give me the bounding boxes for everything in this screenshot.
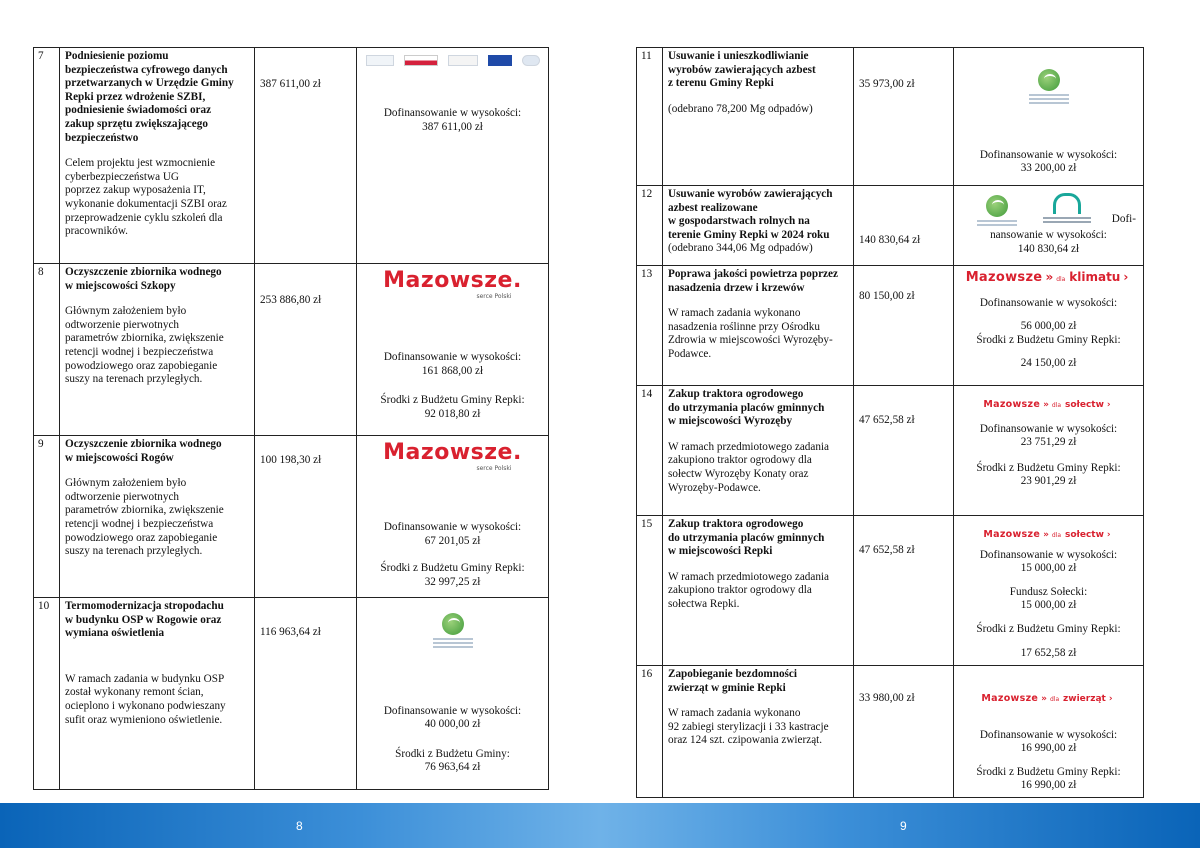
project-description: W ramach zadania w budynku OSP został wykonany remont ścian, ocieplono i wykonano podwieszany sufit oraz wymieniono oświetlenie. <box>65 672 226 726</box>
project-title: Termomodernizacja stropodachu w budynku OSP w Rogowie oraz wymiana oświetlenia <box>65 600 224 640</box>
project-amount: 33 980,00 zł <box>854 666 954 798</box>
project-description: Celem projektu jest wzmocnienie cyberbezpieczeństwa UG poprzez zakup wyposażenia IT, wykonanie dokumentacji SZBI oraz przeprowadzenie cyklu szkoleń dla pracowników. <box>65 157 227 238</box>
project-description: (odebrano 344,06 Mg odpadów) <box>668 242 813 255</box>
funding-line: Środki z Budżetu Gminy Repki: 32 997,25 zł <box>380 562 525 588</box>
project-amount: 100 198,30 zł <box>255 436 357 598</box>
row-number: 8 <box>34 264 60 436</box>
mazowsze-dla-solectw-logo: Mazowsze » dla sołectw › <box>983 399 1111 410</box>
row-number: 15 <box>637 516 663 666</box>
funding-line: 24 150,00 zł <box>1020 357 1077 370</box>
mazowsze-dla-solectw-logo: Mazowsze » dla sołectw › <box>983 529 1111 540</box>
project-amount: 47 652,58 zł <box>854 386 954 516</box>
funding-line: Fundusz Sołecki: 15 000,00 zł <box>1009 585 1088 612</box>
row-number: 14 <box>637 386 663 516</box>
funding-line: Dofinansowanie w wysokości: 15 000,00 zł <box>979 548 1118 575</box>
funding-cell <box>954 386 1144 516</box>
double-chevron-icon: » <box>1043 400 1049 410</box>
funding-cell <box>954 666 1144 798</box>
funding-line: Dofinansowanie w wysokości: 67 201,05 zł <box>383 521 522 547</box>
project-amount: 253 886,80 zł <box>255 264 357 436</box>
row-number: 9 <box>34 436 60 598</box>
funding-line: Środki z Budżetu Gminy Repki: <box>976 622 1121 635</box>
row-number: 10 <box>34 598 60 790</box>
funding-line: Dofinansowanie w wysokości: 33 200,00 zł <box>979 148 1118 175</box>
project-title: Usuwanie i unieszkodliwianie wyrobów zawierających azbest z terenu Gminy Repki <box>668 50 816 90</box>
chevron-right-icon: › <box>1106 530 1111 540</box>
funding-cell <box>954 48 1144 186</box>
project-description: W ramach przedmiotowego zadania zakupiono traktor ogrodowy dla sołectw Wyrozęby Konaty oraz Wyrozęby-Podawce. <box>668 440 830 494</box>
poland-flag-icon <box>404 55 438 66</box>
funding-line: 56 000,00 zł Środki z Budżetu Gminy Repki: <box>976 320 1121 346</box>
project-description: W ramach zadania wykonano nasadzenia roślinne przy Ośrodku Zdrowia w miejscowości Wyrozęby- Podawce. <box>668 307 833 360</box>
project-description: Głównym założeniem było odtworzenie pierwotnych parametrów zbiornika, zwiększenie retencji wodnej i bezpieczeństwa powodziowego oraz zapobieganie suszy na terenach przyległych. <box>65 305 224 386</box>
page-number-right: 9 <box>900 819 907 833</box>
table-row <box>637 48 1144 186</box>
leaf-icon <box>442 613 464 635</box>
table-row <box>637 666 1144 798</box>
project-cell <box>663 48 854 186</box>
project-description: (odebrano 78,200 Mg odpadów) <box>668 102 813 115</box>
wfosigw-logo <box>429 613 477 650</box>
table-row <box>637 266 1144 386</box>
project-title: Poprawa jakości powietrza poprzez nasadzenia drzew i krzewów <box>668 268 838 294</box>
funding-line: Środki z Budżetu Gminy Repki: 92 018,80 zł <box>380 394 525 420</box>
funding-line: Środki z Budżetu Gminy Repki: 16 990,00 zł <box>976 765 1121 792</box>
mazowsze-logo-text: Mazowsze. <box>383 440 522 465</box>
funding-cell <box>357 436 549 598</box>
row-number: 13 <box>637 266 663 386</box>
mazowsze-logo-text: Mazowsze. <box>383 268 522 293</box>
mazowsze-logo <box>362 441 543 473</box>
project-cell <box>663 516 854 666</box>
project-amount: 80 150,00 zł <box>854 266 954 386</box>
project-cell <box>60 264 255 436</box>
project-cell <box>663 666 854 798</box>
projects-table-right <box>636 47 1144 798</box>
table-row <box>34 48 549 264</box>
european-funds-icon <box>366 55 394 66</box>
project-cell <box>60 598 255 790</box>
funding-line: Dofinansowanie w wysokości: 40 000,00 zł <box>383 704 522 731</box>
emblem-icon <box>522 55 540 66</box>
chevron-right-icon: › <box>1106 400 1111 410</box>
page-footer-band <box>0 803 1200 848</box>
funding-line: Dofinansowanie w wysokości: <box>979 296 1118 309</box>
table-row <box>637 516 1144 666</box>
funding-cell <box>357 264 549 436</box>
table-row <box>34 598 549 790</box>
mazowsze-logo-subtitle: serce Polski <box>476 465 512 472</box>
project-cell <box>663 266 854 386</box>
funding-line: Środki z Budżetu Gminy: 76 963,64 zł <box>395 747 510 774</box>
row-number: 12 <box>637 186 663 266</box>
project-title: Podniesienie poziomu bezpieczeństwa cyfrowego danych przetwarzanych w Urzędzie Gminy Repki przez wdrożenie SZBI, podniesienie świadomości oraz zakup sprzętu zwiększającego bezpieczeństwo <box>65 50 234 144</box>
funding-line: Środki z Budżetu Gminy Repki: 23 901,29 zł <box>976 461 1121 488</box>
table-row <box>34 264 549 436</box>
project-cell <box>60 436 255 598</box>
project-amount: 47 652,58 zł <box>854 516 954 666</box>
wfosigw-logo <box>1025 69 1073 106</box>
funding-line: Dofinansowanie w wysokości: 161 868,00 zł <box>383 351 522 377</box>
project-cell <box>663 186 854 266</box>
wfosigw-logo <box>973 195 1021 228</box>
funding-cell <box>357 48 549 264</box>
funding-line: Dofinansowanie w wysokości: 16 990,00 zł <box>979 728 1118 755</box>
chevron-right-icon: › <box>1108 694 1113 704</box>
co-financing-text-icon <box>448 55 478 66</box>
eu-funds-logo-strip <box>362 53 543 67</box>
project-title: Usuwanie wyrobów zawierających azbest realizowane w gospodarstwach rolnych na terenie Gminy Repki w 2024 roku <box>668 188 833 241</box>
leaf-icon <box>986 195 1008 217</box>
chevron-right-icon: › <box>1123 270 1129 284</box>
mazowsze-logo-subtitle: serce Polski <box>476 293 512 300</box>
project-description: Głównym założeniem było odtworzenie pierwotnych parametrów zbiornika, zwiększenie retencji wodnej i bezpieczeństwa powodziowego oraz zapobieganie suszy na terenach przyległych. <box>65 477 224 558</box>
funding-cell <box>357 598 549 790</box>
project-description: W ramach zadania wykonano 92 zabiegi sterylizacji i 33 kastracje oraz 124 szt. czipowania zwierząt. <box>668 707 829 747</box>
table-row <box>637 386 1144 516</box>
funding-line: Dofinansowanie w wysokości: 387 611,00 zł <box>383 107 522 133</box>
double-chevron-icon: » <box>1045 270 1054 284</box>
projects-table-left <box>33 47 549 790</box>
project-description: W ramach przedmiotowego zadania zakupiono traktor ogrodowy dla sołectwa Repki. <box>668 570 830 610</box>
project-title: Oczyszczenie zbiornika wodnego w miejscowości Rogów <box>65 438 222 464</box>
project-cell <box>663 386 854 516</box>
table-row <box>637 186 1144 266</box>
project-title: Zakup traktora ogrodowego do utrzymania placów gminnych w miejscowości Repki <box>668 518 825 558</box>
funding-line: Dofinansowanie w wysokości: 23 751,29 zł <box>979 422 1118 449</box>
row-number: 11 <box>637 48 663 186</box>
funding-line: 17 652,58 zł <box>1020 646 1077 659</box>
funding-cell <box>954 266 1144 386</box>
project-amount: 116 963,64 zł <box>255 598 357 790</box>
mazowsze-dla-klimatu-logo: Mazowsze » dla klimatu › <box>965 270 1129 285</box>
project-title: Zakup traktora ogrodowego do utrzymania placów gminnych w miejscowości Wyrozęby <box>668 388 825 428</box>
eu-flag-icon <box>488 55 512 66</box>
table-row <box>34 436 549 598</box>
project-amount: 35 973,00 zł <box>854 48 954 186</box>
funding-cell <box>954 186 1144 266</box>
nfosigw-logo <box>1039 193 1095 225</box>
funding-line-start: Dofi- <box>1111 213 1136 225</box>
double-chevron-icon: » <box>1041 694 1047 704</box>
mazowsze-dla-zwierzat-logo: Mazowsze » dla zwierząt › <box>981 693 1113 704</box>
page-number-left: 8 <box>296 819 303 833</box>
funding-cell <box>954 516 1144 666</box>
project-title: Oczyszczenie zbiornika wodnego w miejscowości Szkopy <box>65 266 222 292</box>
mazowsze-logo <box>362 269 543 301</box>
project-title: Zapobieganie bezdomności zwierząt w gminie Repki <box>668 668 797 694</box>
row-number: 16 <box>637 666 663 798</box>
nfosigw-icon <box>1053 193 1081 214</box>
row-number: 7 <box>34 48 60 264</box>
project-amount: 140 830,64 zł <box>854 186 954 266</box>
project-cell <box>60 48 255 264</box>
leaf-icon <box>1038 69 1060 91</box>
funding-line: nansowanie w wysokości: 140 830,64 zł <box>990 229 1107 255</box>
project-amount: 387 611,00 zł <box>255 48 357 264</box>
double-chevron-icon: » <box>1043 530 1049 540</box>
